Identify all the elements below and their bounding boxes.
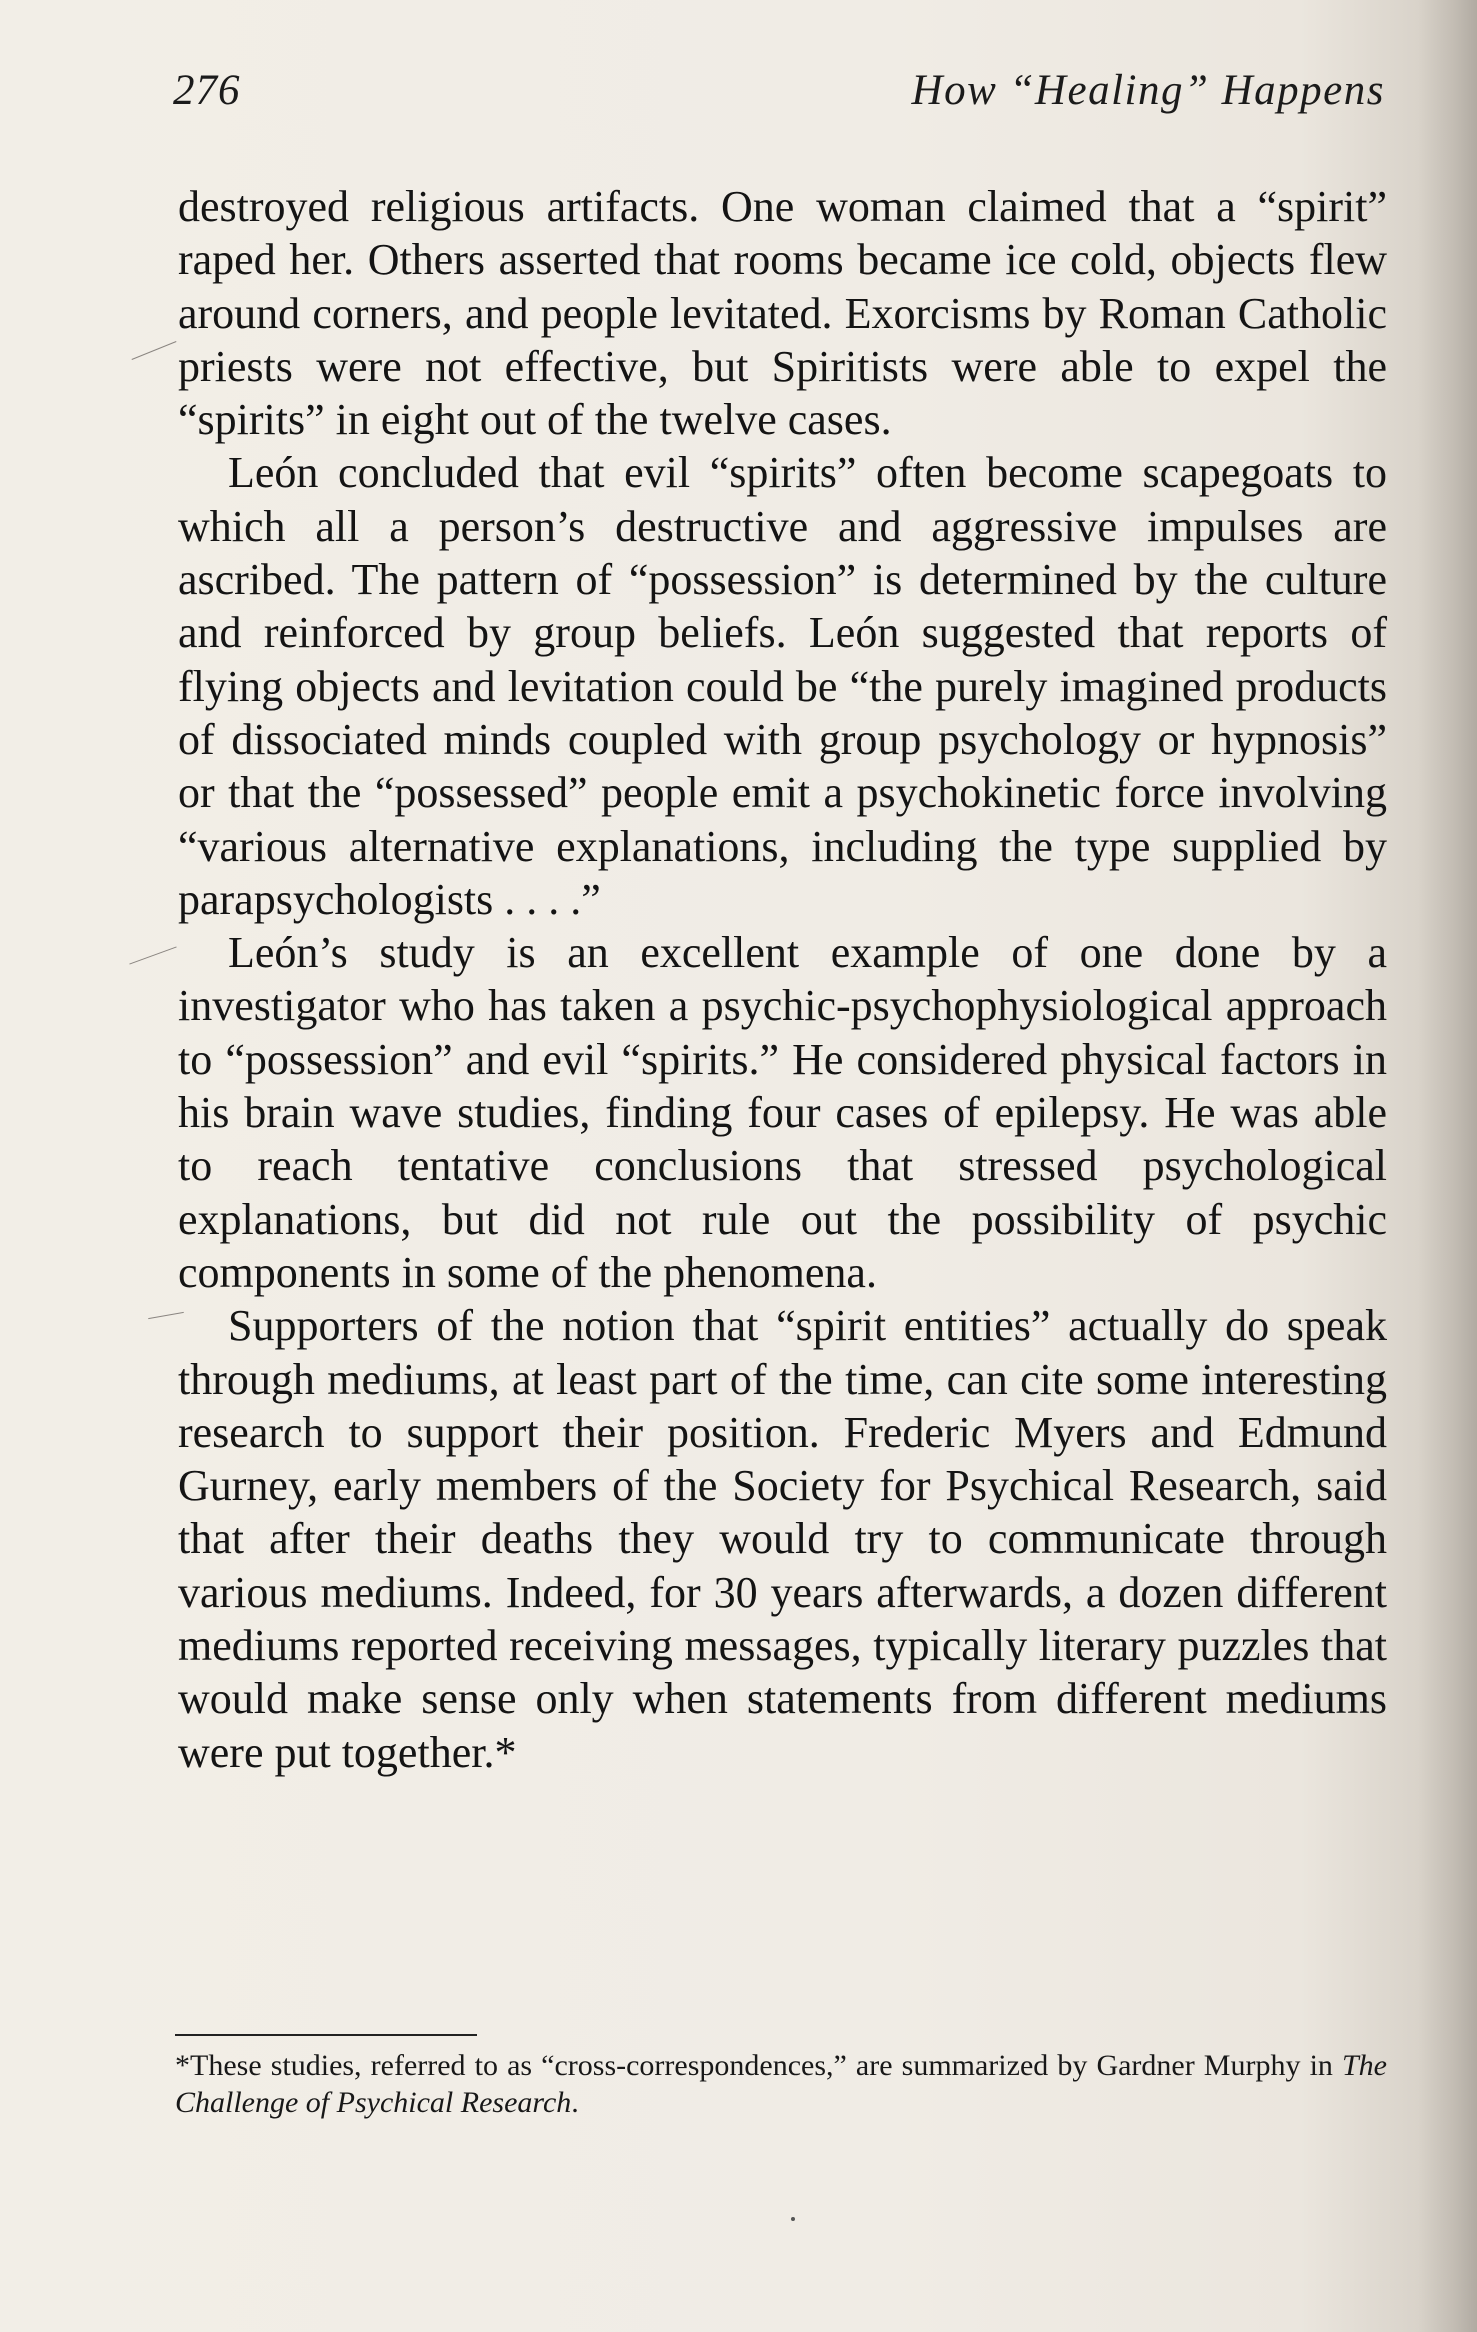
- paragraph-2: León concluded that evil “spirits” often become scapegoats to which all a person’s destructive and aggressive impulses are ascribed. The pattern of “possession” is determined by the culture and reinforced by group beliefs. León suggested that reports of flying objects and levitation could be “the purely imagined products of dissociated minds coupled with group psychology or hypnosis” or that the “possessed” people emit a psychokinetic force involving “various alternative explanations, including the type supplied by parapsychologists . . . .”: [178, 448, 1387, 924]
- footnote-end: .: [571, 2086, 579, 2119]
- body-text: [178, 180, 1387, 1779]
- paragraph-3: León’s study is an excellent example of one done by a investigator who has taken a psychic-psychophysiological approach to “possession” and evil “spirits.” He considered physical factors in his brain wave studies, finding four cases of epilepsy. He was able to reach tentative conclusions that stressed psychological explanations, but did not rule out the possibility of psychic components in some of the phenomena.: [178, 928, 1387, 1297]
- footnote-book-title: The Challenge of Psychical Research: [175, 2049, 1387, 2119]
- footnote-rule: [175, 2034, 477, 2036]
- page-edge-shadow: [1417, 0, 1477, 2332]
- paragraph-1: destroyed religious artifacts. One woman claimed that a “spirit” raped her. Others asserted that rooms became ice cold, objects flew around corners, and people levitated. Exorcisms by Roman Catholic priests were not effective, but Spiritists were able to expel the “spirits” in eight out of the twelve cases.: [178, 182, 1387, 445]
- paragraph-4: Supporters of the notion that “spirit entities” actually do speak through mediums, at least part of the time, can cite some interesting research to support their position. Frederic Myers and Edmund Gurney, early members of the Society for Psychical Research, said that after their deaths they would try to communicate through various mediums. Indeed, for 30 years afterwards, a dozen different mediums reported receiving messages, typically literary puzzles that would make sense only when statements from different mediums were put together.*: [178, 1301, 1387, 1777]
- running-head: [173, 66, 1385, 130]
- footnote-text: *These studies, referred to as “cross-correspondences,” are summarized by Gardner Murphy in: [175, 2049, 1342, 2082]
- chapter-title: How “Healing” Happens: [911, 67, 1385, 114]
- ink-speck: [791, 2217, 795, 2221]
- footnote: [175, 2047, 1387, 2121]
- page-number: 276: [173, 67, 241, 114]
- margin-pencil-mark: [129, 946, 176, 964]
- margin-pencil-mark: [132, 341, 177, 360]
